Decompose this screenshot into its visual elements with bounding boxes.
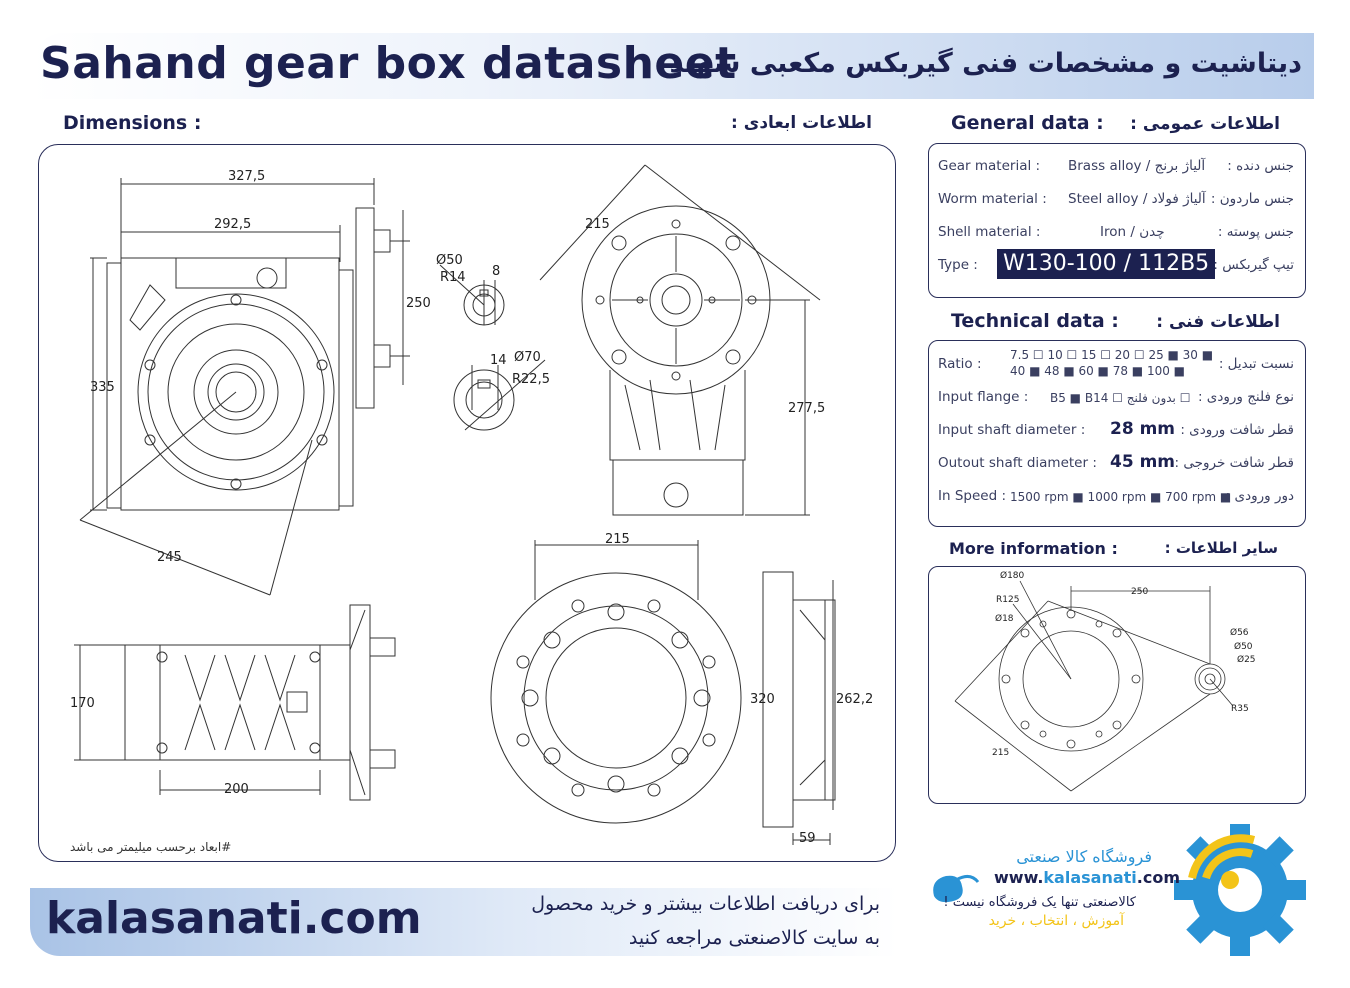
technical-heading-fa: اطلاعات فنی : (1156, 312, 1280, 332)
gear-material-value: Brass alloy / آلیاژ برنج (1068, 158, 1206, 174)
general-heading-fa: اطلاعات عمومی : (1130, 114, 1280, 134)
ratio-options-row2[interactable]: 40 ■ 48 ■ 60 ■ 78 ■ 100 ■ (1010, 364, 1186, 378)
dim-label: 292,5 (214, 217, 252, 232)
dim-label: 262,2 (836, 692, 874, 707)
worm-material-label-fa: جنس ماردون : (1210, 191, 1294, 207)
input-shaft-label: Input shaft diameter : (938, 422, 1086, 438)
ratio-label: Ratio : (938, 356, 982, 372)
footer-line1: برای دریافت اطلاعات بیشتر و خرید محصول (531, 893, 880, 915)
shell-material-value: Iron / چدن (1100, 224, 1165, 240)
output-shaft-label: Outout shaft diameter : (938, 455, 1097, 471)
logo-shop-name: فروشگاه کالا صنعتی (1016, 847, 1152, 866)
dim-label: Ø50 (436, 253, 463, 268)
dimensions-heading: Dimensions : (63, 112, 202, 134)
torque-arm-drawing (928, 566, 1304, 802)
input-flange-label: Input flange : (938, 389, 1029, 405)
shaft-detail-drawings (440, 265, 545, 430)
footer-line2: به سایت کالاصنعتی مراجعه کنید (628, 927, 880, 949)
in-speed-label-fa: دور ورودی : (1225, 488, 1294, 504)
dim-label: 215 (605, 532, 630, 547)
dim-label: 245 (157, 550, 182, 565)
type-value: W130-100 / 112B5 (997, 249, 1215, 279)
dim-label: 8 (492, 264, 501, 279)
gear-logo-icon (1168, 818, 1313, 963)
dimensions-heading-fa: اطلاعات ابعادی : (731, 113, 872, 133)
type-label: Type : (938, 257, 978, 273)
input-shaft-value: 28 mm (1110, 419, 1176, 439)
worm-material-value: Steel alloy / آلیاژ فولاد (1068, 191, 1206, 207)
input-shaft-label-fa: قطر شافت ورودی : (1180, 422, 1294, 438)
bottom-view-drawing (74, 605, 395, 800)
input-flange-options[interactable]: B5 ■ B14 ☐ بدون فلنج ☐ (1050, 391, 1191, 405)
shell-material-label-fa: جنس پوسته : (1217, 224, 1294, 240)
units-note: #ابعاد برحسب میلیمتر می باشد (70, 840, 232, 854)
dim-label: R14 (440, 270, 466, 285)
more-label: 250 (1131, 587, 1149, 597)
more-label: 215 (992, 748, 1010, 758)
logo-motto: آموزش ، انتخاب ، خرید (988, 913, 1124, 929)
output-shaft-label-fa: قطر شافت خروجی : (1174, 455, 1294, 471)
ratio-options-row1[interactable]: 7.5 ☐ 10 ☐ 15 ☐ 20 ☐ 25 ■ 30 ■ (1010, 348, 1214, 362)
more-info-heading: More information : (949, 539, 1118, 558)
logo-url-prefix: www. (994, 868, 1044, 887)
more-label: R35 (1231, 704, 1249, 714)
front-view-drawing (80, 178, 410, 595)
in-speed-options[interactable]: 1500 rpm ■ 1000 rpm ■ 700 rpm ■ (1010, 490, 1232, 504)
more-label: Ø50 (1234, 642, 1253, 652)
dim-label: 327,5 (228, 169, 266, 184)
dim-label: 200 (224, 782, 249, 797)
dim-label: 59 (799, 831, 816, 846)
more-label: Ø56 (1230, 628, 1249, 638)
logo-url[interactable] (994, 868, 1180, 887)
technical-heading: Technical data : (951, 310, 1119, 332)
general-heading: General data : (951, 112, 1104, 134)
dim-label: R22,5 (512, 372, 550, 387)
dim-label: Ø70 (514, 350, 541, 365)
page-title: Sahand gear box datasheet (40, 38, 737, 89)
logo-url-suffix: .com (1136, 868, 1180, 887)
page-title-fa: دیتاشیت و مشخصات فنی گیربکس مکعبی سهند (669, 48, 1302, 79)
more-label: R125 (996, 595, 1020, 605)
dim-label: 320 (750, 692, 775, 707)
input-flange-label-fa: نوع فلنج ورودی : (1197, 389, 1294, 405)
more-label: Ø25 (1237, 655, 1256, 665)
side-view-drawing (540, 165, 820, 515)
worm-material-label: Worm material : (938, 191, 1047, 207)
gear-material-label: Gear material : (938, 158, 1041, 174)
dim-label: 170 (70, 696, 95, 711)
more-info-heading-fa: سایر اطلاعات : (1164, 539, 1278, 557)
logo-tagline: کالاصنعتی تنها یک فروشگاه نیست ! (943, 895, 1136, 910)
more-label: Ø180 (1000, 571, 1025, 581)
dim-label: 14 (490, 353, 507, 368)
dim-label: 335 (90, 380, 115, 395)
dim-label: 277,5 (788, 401, 826, 416)
ratio-label-fa: نسبت تبدیل : (1218, 356, 1294, 372)
logo-url-brand: kalasanati (1043, 868, 1137, 887)
flange-view-drawing (491, 540, 835, 845)
gear-material-label-fa: جنس دنده : (1227, 158, 1294, 174)
dim-label: 215 (585, 217, 610, 232)
footer-site[interactable]: kalasanati.com (46, 893, 422, 944)
type-label-fa: تیپ گیربکس : (1213, 257, 1294, 273)
in-speed-label: In Speed : (938, 488, 1006, 504)
more-label: Ø18 (995, 614, 1014, 624)
dim-label: 250 (406, 296, 431, 311)
shell-material-label: Shell material : (938, 224, 1041, 240)
output-shaft-value: 45 mm (1110, 452, 1176, 472)
